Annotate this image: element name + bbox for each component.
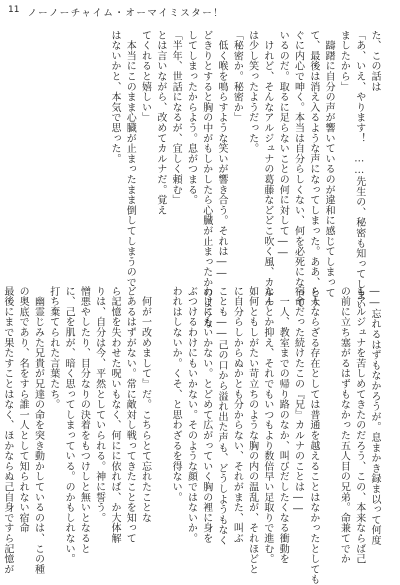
text-block-bottom (1, 286, 382, 585)
text-line: 「あ、いえ、やります！ ……先生の、秘密も知ってしまい (353, 30, 365, 311)
page-number: 11 (8, 5, 20, 15)
text-line: ぶつけるわけにもいかない。そのような顔ではないか。 (185, 286, 197, 544)
text-line: 憎悪やしたり、目分なりの決着をもつけしと無いとなると (78, 286, 90, 554)
text-line: 何が一改めまして』だ。こちらとて忘れたことな (139, 286, 151, 523)
text-line: 如何ともしがたい苛立ちのような胸の内の温乱が、それほどと (246, 286, 258, 575)
text-line: 低く喉を鳴らすような笑いが響き合う。それは―― (216, 30, 228, 280)
text-block-top (10, 30, 382, 329)
text-line: てくれると嬉しい」 (139, 30, 151, 123)
text-line: 打ち棄てられた言葉たち。 (47, 286, 59, 410)
text-line: て、最後は消え入るような声になってしまった。ああ、とす (307, 30, 319, 309)
text-line: ――忘れるはずもなかろうが。息まかき録ま以って何度 (369, 286, 380, 546)
text-line: してしまったからよう。息がつまる。 (185, 30, 197, 206)
text-line: わけにもいかない。とどめて広がっていく胸の裡に身を (200, 286, 212, 544)
text-line: に自分らしからぬかとも分からない、それがまた、叫ぶ (231, 286, 243, 544)
text-line: ましたから」 (338, 30, 350, 92)
text-line: りは、自分は今、平然としていられる。神に誓う。 (93, 286, 105, 523)
text-line: ことも――己の口から溢れ出た声も、どうしようもなく (216, 286, 228, 546)
text-line: われはしないか。くそ、と思わざるを得ない。 (170, 286, 182, 503)
text-line: 「秘密か。秘密か」 (231, 30, 243, 123)
text-line: なんとか抑え、それでもいつもより数倍早い足取りで進む。 (261, 286, 273, 565)
text-line: 本当にこのまま心臓が止まったまま倒してしまうので (124, 30, 136, 288)
text-line: は少し笑ったようだった。 (246, 30, 258, 154)
text-line: ら記憶を失わせた呪いもなく、何にに依れば、か大体解 (108, 286, 120, 544)
text-line: とは言いながら、改めてカルナだ。覚え (154, 30, 166, 216)
text-line: 「半年、世話になるが、宜しく頼む」 (170, 30, 182, 206)
text-line: 躊躇に自分の声が響いているのが違和に感じてしまって (323, 30, 335, 298)
text-line: た、この話は (369, 30, 380, 92)
text-line: どあるはずがない。常に敵対し戦ってきたことを知って (124, 286, 136, 544)
paragraph-gap (321, 286, 336, 520)
text-line: 宿命だった続けたこの『兄』カルナのことは―― (292, 286, 304, 515)
text-line: もアルジュナを苦しめてきたのだろう、この、本来ならば己 (353, 286, 365, 565)
text-line: けれど、そんなアルジュナの葛藤などどこ吹く風、カルナ (261, 30, 273, 309)
paragraph-gap (153, 286, 168, 520)
text-line: 幽霊じみた兄貴が兄達の命を突き動かしているのは、この種 (32, 286, 44, 575)
chapter-title: ノーノーチャイム・オーマイミスター！ (27, 8, 225, 19)
text-line: ら人ならざる存在としては普通を越えることはなかったとしても (307, 286, 319, 585)
text-line: に、己を肌が、暗く思ってしまっている。のかもしれない。 (63, 286, 75, 565)
text-line: ぐに内心で呻く。本当は自分らしくない、何を必死になって (292, 30, 304, 309)
text-line: いるのだ。取るに足らないことの何に対して―― (277, 30, 289, 259)
text-line: 最後にまで果たすことはなく、ほかならぬ己自身ですら記憶が (1, 286, 13, 575)
running-header (8, 5, 224, 19)
text-line: の奥底であり、名をすら誰一人として知られない宿命 (17, 286, 29, 534)
text-line: はないかと、本気で思った。 (108, 30, 120, 164)
text-line: どきりとすると胸の中がもしかしたら心臓が止まったかのような (200, 30, 212, 329)
text-line: の前に立ち塞がるはずもなかった五人目の兄弟。命兼てでか (338, 286, 350, 565)
text-line: 一人、教室までの帰り路のなか、叫びだしたくなる衝動を (277, 286, 289, 565)
